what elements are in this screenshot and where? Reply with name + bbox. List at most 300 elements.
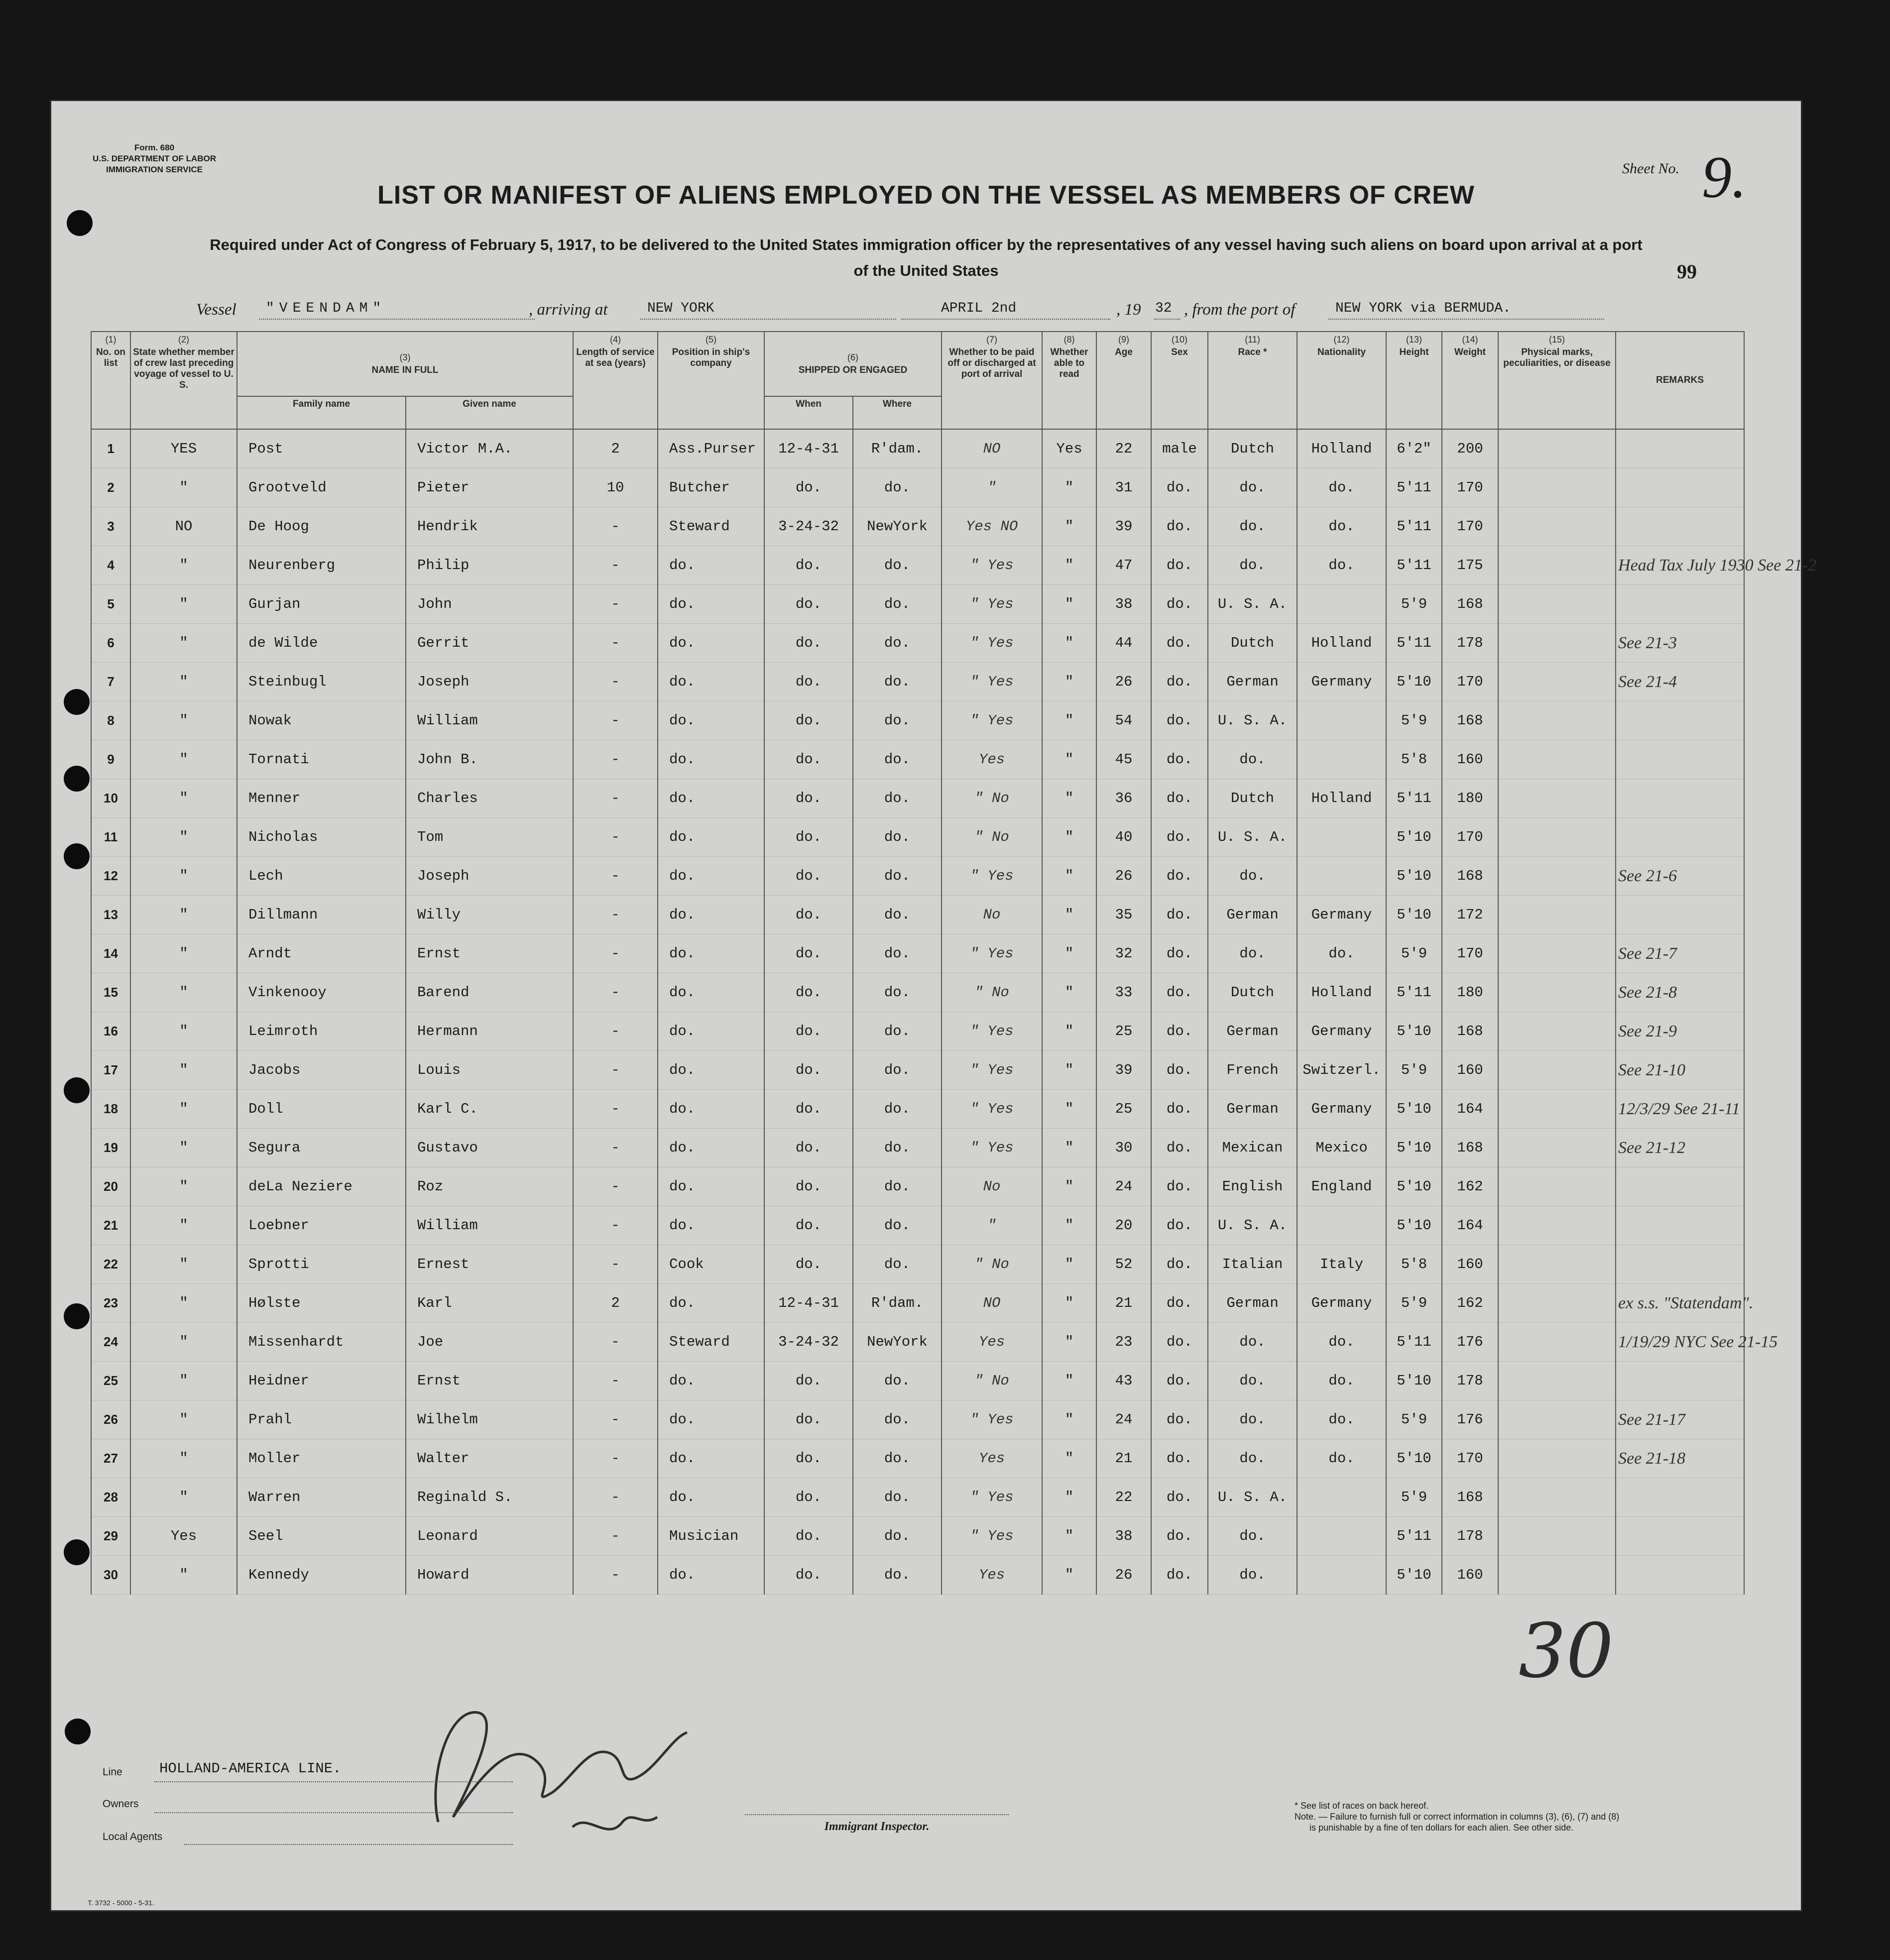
race-cell: German xyxy=(1208,1090,1297,1129)
prev-voyage-cell: " xyxy=(130,1362,237,1400)
weight-cell: 168 xyxy=(1442,1012,1498,1051)
family-name-cell: Sprotti xyxy=(237,1245,406,1284)
given-name-cell: Willy xyxy=(406,896,573,934)
given-name-cell: John xyxy=(406,585,573,624)
sex-cell: do. xyxy=(1151,896,1208,934)
prev-voyage-cell: " xyxy=(130,740,237,779)
height-cell: 5'10 xyxy=(1386,1439,1442,1478)
where-cell: do. xyxy=(853,1090,942,1129)
height-cell: 5'10 xyxy=(1386,896,1442,934)
table-row xyxy=(91,507,1744,546)
service-cell: - xyxy=(573,1206,658,1245)
table-row xyxy=(91,1323,1744,1362)
col-weight: (14) Weight xyxy=(1442,332,1498,429)
remarks-cell xyxy=(1616,818,1744,857)
remarks-cell xyxy=(1616,1556,1744,1595)
paid-off-cell: " Yes xyxy=(942,1090,1042,1129)
row-number: 21 xyxy=(91,1206,130,1245)
height-cell: 5'8 xyxy=(1386,1245,1442,1284)
given-name-cell: Charles xyxy=(406,779,573,818)
age-cell: 26 xyxy=(1096,663,1151,701)
when-cell: 12-4-31 xyxy=(764,1284,853,1323)
physical-marks-cell xyxy=(1498,818,1616,857)
family-name-cell: Gurjan xyxy=(237,585,406,624)
row-number: 7 xyxy=(91,663,130,701)
paid-off-cell: " Yes xyxy=(942,934,1042,973)
family-name-cell: Grootveld xyxy=(237,468,406,507)
subtitle xyxy=(100,232,1753,284)
service-cell: - xyxy=(573,857,658,896)
prev-voyage-cell: " xyxy=(130,857,237,896)
nationality-cell: Germany xyxy=(1297,896,1386,934)
punch-hole xyxy=(64,1303,90,1329)
service-cell: - xyxy=(573,624,658,663)
agents-label: Local Agents xyxy=(103,1831,163,1843)
weight-cell: 168 xyxy=(1442,701,1498,740)
weight-cell: 170 xyxy=(1442,818,1498,857)
position-cell: do. xyxy=(658,1556,764,1595)
position-cell: Steward xyxy=(658,507,764,546)
position-cell: do. xyxy=(658,1167,764,1206)
weight-cell: 172 xyxy=(1442,896,1498,934)
age-cell: 26 xyxy=(1096,857,1151,896)
remarks-cell: See 21-6 xyxy=(1616,857,1744,896)
position-cell: do. xyxy=(658,779,764,818)
prev-voyage-cell: YES xyxy=(130,429,237,468)
weight-cell: 164 xyxy=(1442,1206,1498,1245)
service-cell: - xyxy=(573,701,658,740)
sex-cell: do. xyxy=(1151,1051,1208,1090)
remarks-cell: See 21-7 xyxy=(1616,934,1744,973)
arriving-label: , arriving at xyxy=(529,301,608,319)
position-cell: do. xyxy=(658,585,764,624)
page-title: LIST OR MANIFEST OF ALIENS EMPLOYED ON THE VESSEL AS MEMBERS OF CREW xyxy=(377,181,1475,210)
read-cell: " xyxy=(1042,701,1096,740)
read-cell: " xyxy=(1042,818,1096,857)
age-cell: 32 xyxy=(1096,934,1151,973)
service-cell: - xyxy=(573,585,658,624)
nationality-cell xyxy=(1297,857,1386,896)
family-name-cell: Hølste xyxy=(237,1284,406,1323)
row-number: 9 xyxy=(91,740,130,779)
remarks-cell: 12/3/29 See 21-11 xyxy=(1616,1090,1744,1129)
family-name-cell: Loebner xyxy=(237,1206,406,1245)
physical-marks-cell xyxy=(1498,1129,1616,1167)
remarks-cell: ex s.s. "Statendam". xyxy=(1616,1284,1744,1323)
physical-marks-cell xyxy=(1498,585,1616,624)
row-number: 2 xyxy=(91,468,130,507)
paid-off-cell: Yes xyxy=(942,1323,1042,1362)
family-name-cell: Neurenberg xyxy=(237,546,406,585)
remarks-cell xyxy=(1616,429,1744,468)
manifest-sheet xyxy=(50,100,1817,1912)
physical-marks-cell xyxy=(1498,1556,1616,1595)
height-cell: 5'11 xyxy=(1386,1517,1442,1556)
service-cell: - xyxy=(573,779,658,818)
age-cell: 22 xyxy=(1096,429,1151,468)
read-cell: " xyxy=(1042,1090,1096,1129)
weight-cell: 168 xyxy=(1442,1478,1498,1517)
read-cell: Yes xyxy=(1042,429,1096,468)
punch-hole xyxy=(64,766,90,792)
position-cell: do. xyxy=(658,1129,764,1167)
row-number: 15 xyxy=(91,973,130,1012)
given-name-cell: Walter xyxy=(406,1439,573,1478)
weight-cell: 162 xyxy=(1442,1167,1498,1206)
position-cell: do. xyxy=(658,1284,764,1323)
weight-cell: 160 xyxy=(1442,740,1498,779)
sex-cell: do. xyxy=(1151,1439,1208,1478)
race-cell: Dutch xyxy=(1208,429,1297,468)
remarks-cell xyxy=(1616,740,1744,779)
height-cell: 5'11 xyxy=(1386,624,1442,663)
age-cell: 38 xyxy=(1096,585,1151,624)
weight-cell: 168 xyxy=(1442,585,1498,624)
punch-hole xyxy=(64,1539,90,1565)
service-cell: - xyxy=(573,1556,658,1595)
col-where: Where xyxy=(853,396,942,429)
punch-hole xyxy=(64,1077,90,1103)
table-row xyxy=(91,1517,1744,1556)
when-cell: do. xyxy=(764,973,853,1012)
sex-cell: do. xyxy=(1151,585,1208,624)
col-race: (11) Race * xyxy=(1208,332,1297,429)
family-name-cell: Lech xyxy=(237,857,406,896)
prev-voyage-cell: " xyxy=(130,1439,237,1478)
where-cell: do. xyxy=(853,818,942,857)
table-row xyxy=(91,1051,1744,1090)
nationality-cell xyxy=(1297,1478,1386,1517)
prev-voyage-cell: " xyxy=(130,1167,237,1206)
race-cell: English xyxy=(1208,1167,1297,1206)
col-prev-voyage: (2) State whether member of crew last preceding voyage of vessel to U. S. xyxy=(130,332,237,429)
read-cell: " xyxy=(1042,1439,1096,1478)
row-number: 17 xyxy=(91,1051,130,1090)
read-cell: " xyxy=(1042,1517,1096,1556)
weight-cell: 176 xyxy=(1442,1323,1498,1362)
family-name-cell: Heidner xyxy=(237,1362,406,1400)
age-cell: 22 xyxy=(1096,1478,1151,1517)
read-cell: " xyxy=(1042,1167,1096,1206)
table-row xyxy=(91,1400,1744,1439)
nationality-cell: do. xyxy=(1297,546,1386,585)
row-number: 30 xyxy=(91,1556,130,1595)
service-cell: - xyxy=(573,896,658,934)
row-number: 29 xyxy=(91,1517,130,1556)
read-cell: " xyxy=(1042,1012,1096,1051)
given-name-cell: William xyxy=(406,1206,573,1245)
service-cell: - xyxy=(573,1362,658,1400)
weight-cell: 170 xyxy=(1442,1439,1498,1478)
weight-cell: 160 xyxy=(1442,1051,1498,1090)
prev-voyage-cell: " xyxy=(130,624,237,663)
when-cell: do. xyxy=(764,779,853,818)
prev-voyage-cell: " xyxy=(130,973,237,1012)
family-name-cell: deLa Neziere xyxy=(237,1167,406,1206)
table-row xyxy=(91,701,1744,740)
row-number: 5 xyxy=(91,585,130,624)
read-cell: " xyxy=(1042,973,1096,1012)
given-name-cell: Louis xyxy=(406,1051,573,1090)
physical-marks-cell xyxy=(1498,1323,1616,1362)
nationality-cell: Holland xyxy=(1297,429,1386,468)
sex-cell: do. xyxy=(1151,507,1208,546)
when-cell: do. xyxy=(764,1556,853,1595)
row-number: 14 xyxy=(91,934,130,973)
row-number: 6 xyxy=(91,624,130,663)
weight-cell: 200 xyxy=(1442,429,1498,468)
family-name-cell: Nicholas xyxy=(237,818,406,857)
age-cell: 21 xyxy=(1096,1284,1151,1323)
when-cell: 12-4-31 xyxy=(764,429,853,468)
row-number: 26 xyxy=(91,1400,130,1439)
height-cell: 5'9 xyxy=(1386,1284,1442,1323)
prev-voyage-cell: " xyxy=(130,1245,237,1284)
weight-cell: 175 xyxy=(1442,546,1498,585)
col-no: (1) No. on list xyxy=(91,332,130,429)
given-name-cell: Joseph xyxy=(406,663,573,701)
service-cell: 2 xyxy=(573,1284,658,1323)
where-cell: do. xyxy=(853,1556,942,1595)
read-cell: " xyxy=(1042,585,1096,624)
nationality-cell: England xyxy=(1297,1167,1386,1206)
sex-cell: do. xyxy=(1151,468,1208,507)
remarks-cell xyxy=(1616,701,1744,740)
age-cell: 21 xyxy=(1096,1439,1151,1478)
position-cell: Cook xyxy=(658,1245,764,1284)
table-row xyxy=(91,973,1744,1012)
position-cell: do. xyxy=(658,896,764,934)
family-name-cell: Nowak xyxy=(237,701,406,740)
given-name-cell: Howard xyxy=(406,1556,573,1595)
age-cell: 52 xyxy=(1096,1245,1151,1284)
col-nationality: (12) Nationality xyxy=(1297,332,1386,429)
position-cell: do. xyxy=(658,740,764,779)
height-cell: 5'10 xyxy=(1386,818,1442,857)
col-sex: (10) Sex xyxy=(1151,332,1208,429)
height-cell: 5'10 xyxy=(1386,1206,1442,1245)
table-row xyxy=(91,546,1744,585)
sex-cell: do. xyxy=(1151,1012,1208,1051)
family-name-cell: Segura xyxy=(237,1129,406,1167)
row-number: 4 xyxy=(91,546,130,585)
where-cell: do. xyxy=(853,1517,942,1556)
when-cell: do. xyxy=(764,740,853,779)
arriving-port: NEW YORK xyxy=(640,301,896,320)
when-cell: do. xyxy=(764,1051,853,1090)
where-cell: R'dam. xyxy=(853,1284,942,1323)
height-cell: 5'10 xyxy=(1386,1090,1442,1129)
year-prefix: , 19 xyxy=(1116,301,1141,319)
remarks-cell xyxy=(1616,1362,1744,1400)
read-cell: " xyxy=(1042,1478,1096,1517)
given-name-cell: Pieter xyxy=(406,468,573,507)
where-cell: R'dam. xyxy=(853,429,942,468)
vessel-name: "VEENDAM" xyxy=(259,301,535,320)
table-row xyxy=(91,1012,1744,1051)
height-cell: 5'9 xyxy=(1386,585,1442,624)
read-cell: " xyxy=(1042,1051,1096,1090)
service: IMMIGRATION SERVICE xyxy=(106,165,203,174)
service-cell: - xyxy=(573,1167,658,1206)
given-name-cell: John B. xyxy=(406,740,573,779)
where-cell: NewYork xyxy=(853,1323,942,1362)
age-cell: 45 xyxy=(1096,740,1151,779)
remarks-cell xyxy=(1616,1206,1744,1245)
owners-rule xyxy=(154,1811,513,1813)
prev-voyage-cell: NO xyxy=(130,507,237,546)
nationality-cell: do. xyxy=(1297,468,1386,507)
read-cell: " xyxy=(1042,507,1096,546)
age-cell: 36 xyxy=(1096,779,1151,818)
height-cell: 5'9 xyxy=(1386,701,1442,740)
where-cell: do. xyxy=(853,934,942,973)
remarks-cell: Head Tax July 1930 See 21-2 xyxy=(1616,546,1744,585)
physical-marks-cell xyxy=(1498,1012,1616,1051)
col-shipped: (6) SHIPPED OR ENGAGED xyxy=(764,332,942,396)
when-cell: do. xyxy=(764,624,853,663)
paid-off-cell: " Yes xyxy=(942,624,1042,663)
physical-marks-cell xyxy=(1498,779,1616,818)
col-height: (13) Height xyxy=(1386,332,1442,429)
prev-voyage-cell: " xyxy=(130,546,237,585)
weight-cell: 170 xyxy=(1442,468,1498,507)
physical-marks-cell xyxy=(1498,1362,1616,1400)
race-cell: do. xyxy=(1208,857,1297,896)
race-cell: do. xyxy=(1208,1439,1297,1478)
remarks-cell xyxy=(1616,1478,1744,1517)
physical-marks-cell xyxy=(1498,1206,1616,1245)
read-cell: " xyxy=(1042,624,1096,663)
race-cell: do. xyxy=(1208,507,1297,546)
row-number: 23 xyxy=(91,1284,130,1323)
remarks-cell: See 21-8 xyxy=(1616,973,1744,1012)
remarks-cell: See 21-18 xyxy=(1616,1439,1744,1478)
header-row xyxy=(91,332,1744,396)
sex-cell: male xyxy=(1151,429,1208,468)
paid-off-cell: " Yes xyxy=(942,1051,1042,1090)
table-row xyxy=(91,1129,1744,1167)
weight-cell: 178 xyxy=(1442,624,1498,663)
position-cell: do. xyxy=(658,818,764,857)
when-cell: do. xyxy=(764,1129,853,1167)
sex-cell: do. xyxy=(1151,1090,1208,1129)
where-cell: do. xyxy=(853,1206,942,1245)
read-cell: " xyxy=(1042,1400,1096,1439)
physical-marks-cell xyxy=(1498,934,1616,973)
form-number: Form. 680 xyxy=(134,143,175,152)
paid-off-cell: " No xyxy=(942,779,1042,818)
nationality-cell: do. xyxy=(1297,1439,1386,1478)
from-label: , from the port of xyxy=(1184,301,1296,319)
race-cell: German xyxy=(1208,896,1297,934)
given-name-cell: Karl C. xyxy=(406,1090,573,1129)
race-cell: do. xyxy=(1208,1517,1297,1556)
where-cell: do. xyxy=(853,1051,942,1090)
table-row xyxy=(91,1206,1744,1245)
family-name-cell: Tornati xyxy=(237,740,406,779)
prev-voyage-cell: " xyxy=(130,1051,237,1090)
when-cell: do. xyxy=(764,1245,853,1284)
family-name-cell: Jacobs xyxy=(237,1051,406,1090)
physical-marks-cell xyxy=(1498,468,1616,507)
race-cell: do. xyxy=(1208,1323,1297,1362)
given-name-cell: Leonard xyxy=(406,1517,573,1556)
read-cell: " xyxy=(1042,1323,1096,1362)
prev-voyage-cell: " xyxy=(130,663,237,701)
given-name-cell: Ernest xyxy=(406,1245,573,1284)
weight-cell: 170 xyxy=(1442,663,1498,701)
race-cell: Dutch xyxy=(1208,973,1297,1012)
footnote-fine: is punishable by a fine of ten dollars for each alien. See other side. xyxy=(1309,1823,1574,1833)
sex-cell: do. xyxy=(1151,973,1208,1012)
row-number: 13 xyxy=(91,896,130,934)
prev-voyage-cell: " xyxy=(130,1284,237,1323)
prev-voyage-cell: " xyxy=(130,1012,237,1051)
remarks-cell: See 21-10 xyxy=(1616,1051,1744,1090)
race-cell: Mexican xyxy=(1208,1129,1297,1167)
given-name-cell: Joe xyxy=(406,1323,573,1362)
inspector-caption: Immigrant Inspector. xyxy=(824,1820,930,1833)
given-name-cell: Ernst xyxy=(406,934,573,973)
table-row xyxy=(91,934,1744,973)
punch-hole xyxy=(67,210,93,236)
where-cell: NewYork xyxy=(853,507,942,546)
height-cell: 5'10 xyxy=(1386,1167,1442,1206)
remarks-cell xyxy=(1616,585,1744,624)
read-cell: " xyxy=(1042,1129,1096,1167)
sex-cell: do. xyxy=(1151,1284,1208,1323)
when-cell: 3-24-32 xyxy=(764,1323,853,1362)
nationality-cell: do. xyxy=(1297,1323,1386,1362)
weight-cell: 180 xyxy=(1442,973,1498,1012)
race-cell: U. S. A. xyxy=(1208,1478,1297,1517)
weight-cell: 170 xyxy=(1442,507,1498,546)
service-cell: 2 xyxy=(573,429,658,468)
table-row xyxy=(91,585,1744,624)
when-cell: do. xyxy=(764,1439,853,1478)
height-cell: 5'10 xyxy=(1386,1129,1442,1167)
physical-marks-cell xyxy=(1498,1400,1616,1439)
prev-voyage-cell: " xyxy=(130,1090,237,1129)
position-cell: do. xyxy=(658,1439,764,1478)
prev-voyage-cell: Yes xyxy=(130,1517,237,1556)
table-row xyxy=(91,1167,1744,1206)
paid-off-cell: " Yes xyxy=(942,857,1042,896)
paid-off-cell: Yes xyxy=(942,740,1042,779)
form-header xyxy=(80,142,229,175)
when-cell: do. xyxy=(764,857,853,896)
where-cell: do. xyxy=(853,701,942,740)
paid-off-cell: NO xyxy=(942,429,1042,468)
prev-voyage-cell: " xyxy=(130,896,237,934)
nationality-cell: Holland xyxy=(1297,973,1386,1012)
position-cell: do. xyxy=(658,1478,764,1517)
read-cell: " xyxy=(1042,740,1096,779)
weight-cell: 170 xyxy=(1442,934,1498,973)
age-cell: 24 xyxy=(1096,1400,1151,1439)
paid-off-cell: " xyxy=(942,1206,1042,1245)
position-cell: do. xyxy=(658,1090,764,1129)
race-cell: U. S. A. xyxy=(1208,818,1297,857)
where-cell: do. xyxy=(853,585,942,624)
remarks-cell: See 21-17 xyxy=(1616,1400,1744,1439)
weight-cell: 178 xyxy=(1442,1517,1498,1556)
service-cell: - xyxy=(573,1323,658,1362)
height-cell: 5'9 xyxy=(1386,934,1442,973)
when-cell: do. xyxy=(764,818,853,857)
height-cell: 5'10 xyxy=(1386,1556,1442,1595)
